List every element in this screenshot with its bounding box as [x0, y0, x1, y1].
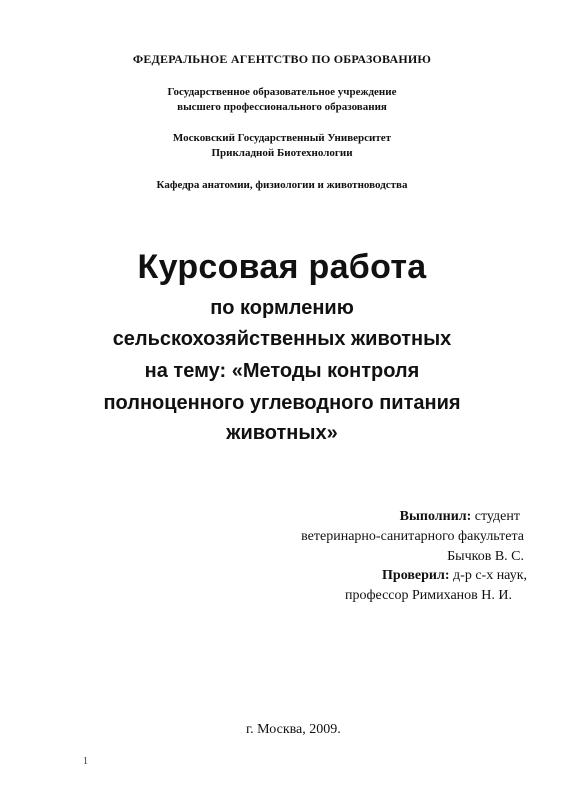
department-line: Кафедра анатомии, физиологии и животноводства	[156, 179, 408, 191]
student-name: Бычков В. С.	[447, 549, 524, 564]
performed-value: студент	[471, 509, 520, 524]
subtitle-line-5: животных»	[226, 422, 338, 444]
subtitle-line-2: сельскохозяйственных животных	[112, 328, 452, 350]
institution-line-2: высшего профессионального образования	[177, 101, 387, 113]
agency-heading: ФЕДЕРАЛЬНОЕ АГЕНТСТВО ПО ОБРАЗОВАНИЮ	[132, 52, 432, 66]
performed-label: Выполнил:	[399, 509, 472, 524]
document-title: Курсовая работа	[137, 248, 427, 286]
subtitle-line-1: по кормлению	[210, 297, 354, 319]
university-line-1: Московский Государственный Университет	[172, 132, 392, 144]
performed-by-line	[400, 508, 520, 526]
university-line-2: Прикладной Биотехнологии	[211, 147, 353, 159]
subtitle-line-3: на тему: «Методы контроля	[144, 360, 420, 382]
subtitle-line-4: полноценного углеводного питания	[103, 392, 461, 414]
professor-name: профессор Римиханов Н. И.	[344, 588, 512, 603]
institution-line-1: Государственное образовательное учреждение	[167, 86, 397, 98]
checked-label: Проверил:	[382, 568, 450, 583]
checked-by-line	[382, 567, 527, 585]
city-year: г. Москва, 2009.	[246, 722, 341, 737]
checked-value: д-р с-х наук,	[449, 568, 527, 583]
page-number: 1	[83, 756, 88, 767]
faculty-line: ветеринарно-санитарного факультета	[301, 529, 524, 544]
